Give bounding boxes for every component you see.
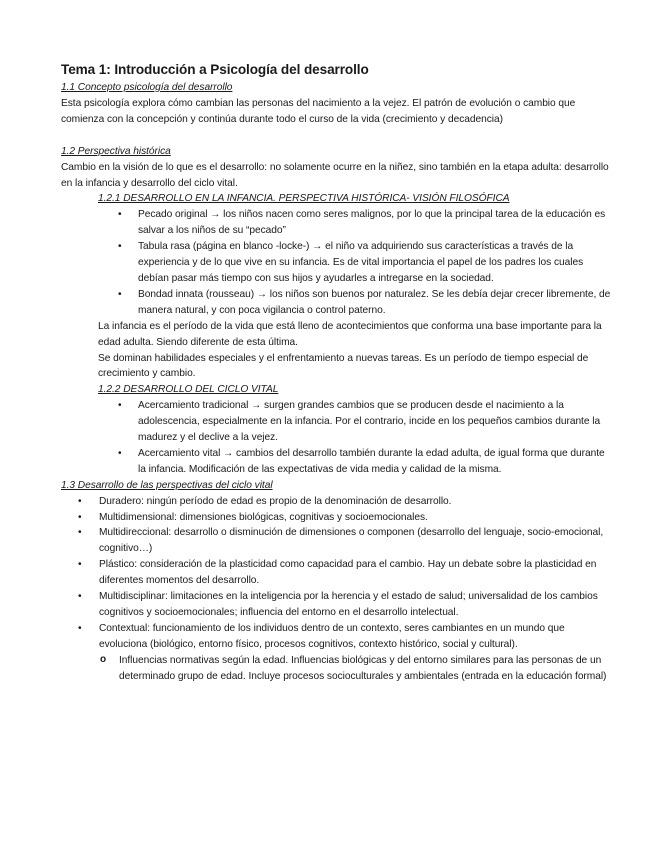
section-heading-1-1: 1.1 Concepto psicología del desarrollo bbox=[61, 82, 233, 93]
list-item-text: Contextual: funcionamiento de los individuos dentro de un contexto, seres cambiantes en un mundo que evoluciona (biológico, entorno físico, procesos cognitivos, contexto histórico, social y cultural). bbox=[99, 622, 565, 650]
section-1-3-list bbox=[61, 494, 615, 685]
list-item bbox=[99, 621, 615, 685]
list-item: • Duradero: ningún período de edad es propio de la denominación de desarrollo. bbox=[99, 494, 615, 510]
section-1-1-paragraph: Esta psicología explora cómo cambian las personas del nacimiento a la vejez. El patrón de evolución o cambio que comienza con la concepción y continúa durante todo el curso de la vida (crecimiento y decadencia) bbox=[61, 97, 576, 125]
spacer bbox=[61, 128, 615, 144]
subsection-heading-1-2-2: 1.2.2 DESARROLLO DEL CICLO VITAL bbox=[98, 384, 279, 396]
section-heading-1-3: 1.3 Desarrollo de las perspectivas del ciclo vital bbox=[61, 479, 273, 491]
document-title: Tema 1: Introducción a Psicología del desarrollo bbox=[61, 62, 369, 77]
nested-list bbox=[99, 653, 615, 685]
list-item: • Bondad innata (rousseau) → los niños son buenos por naturalez. Se les debía dejar crecer libremente, de manera natural, y con poca vigilancia o control paterno. bbox=[138, 287, 615, 319]
subsection-heading-1-2-1: 1.2.1 DESARROLLO EN LA INFANCIA. PERSPECTIVA HISTÓRICA- VISIÓN FILOSÓFICA bbox=[98, 193, 510, 205]
list-item: • Tabula rasa (página en blanco -locke-) → el niño va adquiriendo sus características a través de la experiencia y de lo que vive en su infancia. Es de vital importancia el papel de los padres los cuales debían pasar más tiempo con sus hijos y ayudarles a intregarse en la sociedad. bbox=[138, 239, 615, 287]
list-item: • Acercamiento tradicional → surgen grandes cambios que se producen desde el nacimiento a la adolescencia, especialmente en la infancia. Por el contrario, incide en los pequeños cambios durante la madurez y el declive a la vejez. bbox=[138, 398, 615, 446]
section-1-2-paragraph: Cambio en la visión de lo que es el desarrollo: no solamente ocurre en la niñez, sino también en la etapa adulta: desarrollo en la infancia y desarrollo del ciclo vital. bbox=[61, 161, 609, 189]
list-item: • Plástico: consideración de la plasticidad como capacidad para el cambio. Hay un debate sobre la plasticidad en diferentes momentos del desarrollo. bbox=[99, 557, 615, 589]
list-item: • Multidimensional: dimensiones biológicas, cognitivas y socioemocionales. bbox=[99, 510, 615, 526]
list-item: • Multidireccional: desarrollo o disminución de dimensiones o componen (desarrollo del lenguaje, socio-emocional, cognitivo…) bbox=[99, 525, 615, 557]
list-item: • Pecado original → los niños nacen como seres malignos, por lo que la principal tarea de la educación es salvar a los niños de su “pecado” bbox=[138, 207, 615, 239]
infancia-paragraph: La infancia es el período de la vida que está lleno de acontecimientos que conforma una base importante para la edad adulta. Siendo diferente de esta última. bbox=[98, 320, 602, 348]
list-item: • Acercamiento vital → cambios del desarrollo también durante la edad adulta, de igual forma que durante la infancia. Modificación de las expectativas de vida media y calidad de la misma. bbox=[138, 446, 615, 478]
list-item: • Multidisciplinar: limitaciones en la inteligencia por la herencia y el estado de salud; universalidad de los cambios cognitivos y socioemocionales; influencia del entorno en el desarrollo intelectual. bbox=[99, 589, 615, 621]
subsection-1-2-1-list bbox=[61, 207, 615, 318]
nested-list-item: o Influencias normativas según la edad. Influencias biológicas y del entorno similares para las personas de un determinado grupo de edad. Incluye procesos socioculturales y ambientales (entrada en la educación formal) bbox=[119, 653, 615, 685]
habilidades-paragraph: Se dominan habilidades especiales y el enfrentamiento a nuevas tareas. Es un período de tiempo especial de crecimiento y cambio. bbox=[98, 352, 589, 380]
section-heading-1-2: 1.2 Perspectiva histórica bbox=[61, 145, 171, 157]
subsection-1-2-2-list bbox=[61, 398, 615, 478]
